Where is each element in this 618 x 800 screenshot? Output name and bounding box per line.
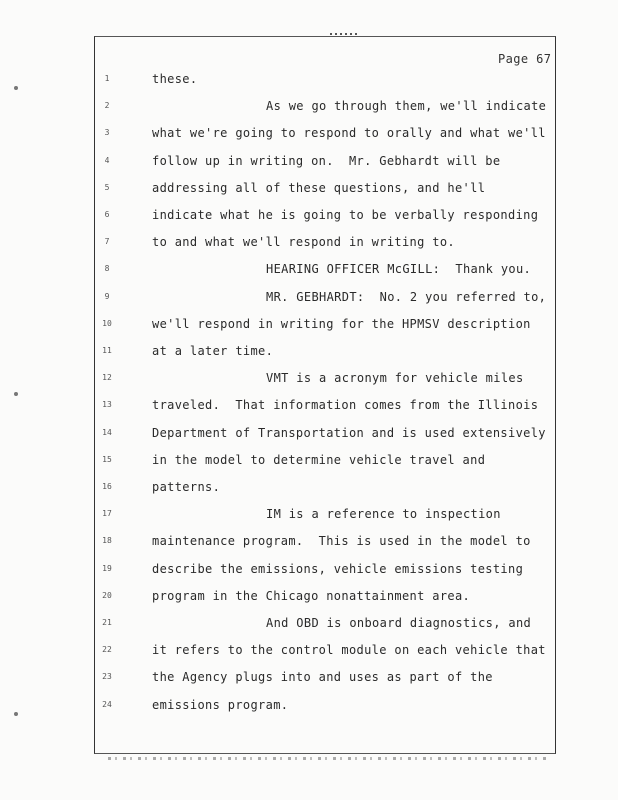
- transcript-line: [0, 181, 600, 201]
- line-number: 24: [102, 699, 112, 709]
- line-text: the Agency plugs into and uses as part of the: [152, 670, 493, 685]
- transcript-line: [0, 208, 600, 228]
- line-number: 17: [102, 509, 112, 519]
- line-number: 4: [104, 155, 110, 165]
- transcript-line: [0, 426, 600, 446]
- line-text: follow up in writing on. Mr. Gebhardt will be: [152, 153, 501, 168]
- line-number: 23: [102, 672, 112, 682]
- transcript-line: [0, 480, 600, 500]
- line-number: 7: [104, 237, 110, 247]
- line-text: what we're going to respond to orally and what we'll: [152, 126, 546, 141]
- transcript-line: [0, 589, 600, 609]
- line-number: 6: [104, 210, 110, 219]
- transcript-line: [0, 72, 600, 92]
- hole-punch-mark: [14, 392, 18, 396]
- transcript-line: [0, 99, 600, 119]
- transcript-line: [0, 453, 600, 473]
- transcript-line: [0, 290, 600, 310]
- line-number: 20: [102, 590, 112, 600]
- transcript-line: [0, 507, 600, 527]
- transcript-line: [0, 317, 600, 337]
- line-text: at a later time.: [152, 344, 274, 358]
- line-text: in the model to determine vehicle travel and: [152, 452, 486, 467]
- line-number: 15: [102, 454, 112, 464]
- line-number: 18: [102, 536, 112, 546]
- transcript-line: [0, 154, 600, 174]
- line-number: 8: [104, 264, 110, 274]
- line-text: IM is a reference to inspection: [266, 507, 501, 522]
- line-number: 1: [104, 74, 110, 83]
- line-text: HEARING OFFICER McGILL: Thank you.: [266, 262, 532, 277]
- line-text: traveled. That information comes from the Illinois: [152, 398, 539, 413]
- transcript-line: [0, 262, 600, 282]
- line-text: maintenance program. This is used in the model to: [152, 534, 531, 549]
- transcript-line: [0, 344, 600, 364]
- transcript-line: [0, 126, 600, 146]
- scan-artifact-bottom: [108, 757, 550, 760]
- line-number: 19: [102, 563, 112, 573]
- line-text: VMT is a acronym for vehicle miles: [266, 371, 524, 386]
- line-text: emissions program.: [152, 697, 289, 712]
- line-text: these.: [152, 72, 198, 86]
- line-text: Department of Transportation and is used extensively: [152, 425, 546, 440]
- line-number: 10: [102, 318, 112, 328]
- line-text: program in the Chicago nonattainment area.: [152, 588, 471, 603]
- line-number: 16: [102, 482, 112, 491]
- line-text: describe the emissions, vehicle emissions testing: [152, 561, 524, 576]
- line-text: it refers to the control module on each vehicle that: [152, 643, 546, 658]
- transcript-line: [0, 398, 600, 418]
- line-text: indicate what he is going to be verbally responding: [152, 208, 539, 222]
- line-text: As we go through them, we'll indicate: [266, 99, 547, 114]
- line-text: patterns.: [152, 480, 221, 494]
- line-text: addressing all of these questions, and he'll: [152, 180, 486, 195]
- line-text: And OBD is onboard diagnostics, and: [266, 616, 532, 630]
- line-text: to and what we'll respond in writing to.: [152, 235, 455, 250]
- line-number: 22: [102, 645, 112, 655]
- line-number: 9: [104, 291, 110, 301]
- transcript-line: [0, 670, 600, 690]
- line-number: 12: [102, 373, 112, 383]
- scan-artifact-top: [330, 33, 360, 35]
- line-number: 5: [104, 182, 110, 192]
- transcript-line: [0, 235, 600, 255]
- transcript-line: [0, 371, 600, 391]
- transcript-line: [0, 643, 600, 663]
- line-number: 3: [104, 128, 110, 138]
- line-number: 11: [102, 346, 112, 355]
- line-text: MR. GEBHARDT: No. 2 you referred to,: [266, 289, 547, 304]
- line-number: 2: [104, 101, 110, 111]
- page-number: Page 67: [498, 52, 552, 66]
- transcript-line: [0, 534, 600, 554]
- line-number: 14: [102, 427, 112, 437]
- line-number: 21: [102, 618, 112, 627]
- transcript-line: [0, 616, 600, 636]
- line-text: we'll respond in writing for the HPMSV description: [152, 316, 531, 331]
- transcript-line: [0, 698, 600, 718]
- line-number: 13: [102, 400, 112, 410]
- transcript-line: [0, 562, 600, 582]
